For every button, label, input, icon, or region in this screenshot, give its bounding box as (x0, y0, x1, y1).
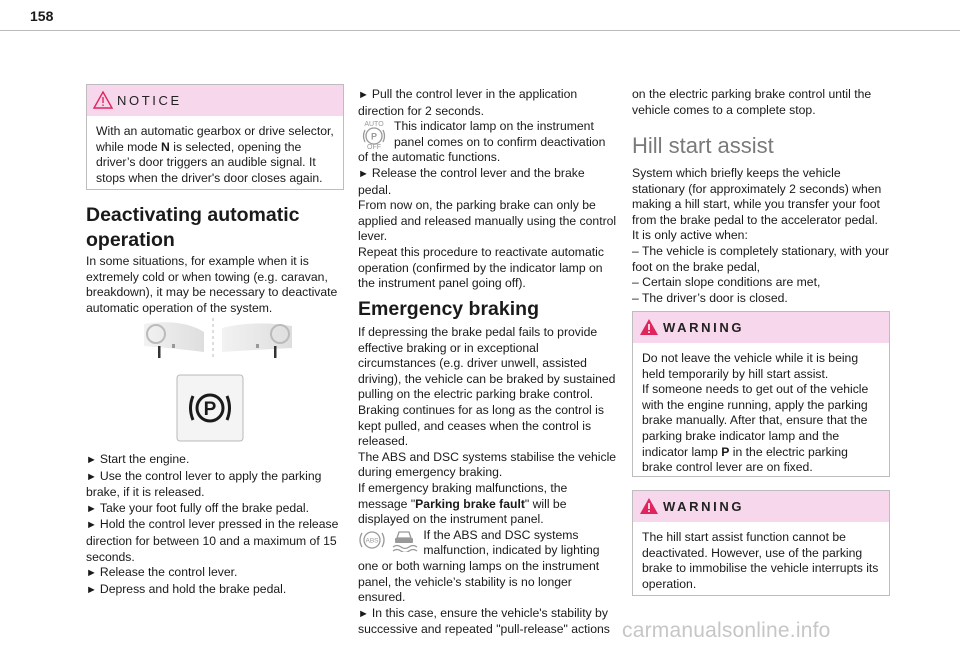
emergency-body (358, 325, 618, 638)
auto-off-indicator-icon (358, 119, 390, 149)
deactivating-title-line-2: operation (86, 229, 175, 251)
emergency-p1: If depressing the brake pedal fails to provide effective braking or in exceptional circumstances (e.g. driver unwell, assisted driving), the vehicle can be braked by sustained pulling on the electric parking brake control. Braking continues for as long as the control is kept pulled, and ceases when the control is released. (358, 325, 616, 449)
warning-label-1: WARNING (663, 320, 745, 335)
step-release: ► Release the control lever and the brake pedal. (358, 165, 585, 197)
notice-text-2: is selected, opening the driver’s door triggers an audible signal. It stops when the driver's door closes again. (96, 139, 323, 185)
notice-box (86, 84, 344, 190)
repeat-text: Repeat this procedure to reactivate automatic operation (confirmed by the indicator lamp on the instrument panel going off). (358, 244, 604, 291)
svg-text:P: P (203, 399, 217, 420)
watermark: carmanualsonline.info (622, 619, 831, 642)
step-item: ► Depress and hold the brake pedal. (86, 581, 287, 596)
hill-start-title: Hill start assist (632, 133, 774, 158)
svg-text:AUTO: AUTO (364, 121, 384, 129)
col2-top-text (358, 87, 618, 292)
warning-box-1 (632, 311, 890, 477)
svg-text:ABS: ABS (365, 537, 379, 545)
warning-triangle-icon (93, 91, 113, 109)
abs-warning-icon (358, 528, 386, 552)
deactivating-title-line-1: Deactivating automatic (86, 204, 300, 226)
emergency-p2: The ABS and DSC systems stabilise the vehicle during emergency braking. (358, 449, 617, 480)
deactivating-title (86, 203, 344, 253)
abs-dsc-icons (358, 528, 419, 557)
deactivating-steps (86, 452, 344, 598)
emergency-title: Emergency braking (358, 298, 539, 320)
hill-p2: It is only active when: (632, 228, 748, 243)
col3-continuation: on the electric parking brake control until the vehicle comes to a complete stop. (632, 87, 872, 117)
notice-header (87, 85, 343, 116)
deactivating-intro: In some situations, for example when it is extremely cold or when towing (e.g. caravan, breakdown), it may be necessary to deactivate automatic operation of the system. (86, 254, 338, 315)
condition-item: – The vehicle is completely stationary, with your foot on the brake pedal, (632, 243, 889, 274)
condition-item: – The driver’s door is closed. (632, 290, 788, 305)
warning-header-2 (633, 491, 889, 522)
warning-filled-triangle-icon (639, 318, 659, 336)
page-number: 158 (30, 8, 54, 24)
warning-body-1: Do not leave the vehicle while it is being held temporarily by hill start assist. If someone needs to get out of the vehicle with the engine running, apply the parking brake manually. After that, ensure that the parking brake indicator lamp and the indicator lamp P in the electric parking brake control lever are on fixed. (642, 351, 869, 475)
step-item: ► Start the engine. (86, 452, 190, 466)
notice-text-1: With an automatic gearbox or drive selector, while mode (96, 124, 334, 154)
warning-body-2: The hill start assist function cannot be deactivated. However, use of the parking brake to immobilise the vehicle interrupts its operation. (642, 530, 879, 591)
hill-start-body (632, 166, 892, 306)
emergency-step: ► In this case, ensure the vehicle's stability by successive and repeated "pull-release" actions (358, 605, 610, 637)
dsc-warning-icon (389, 528, 419, 552)
indicator-paragraph: AUTO P OFF This indicator lamp on the instrument panel comes on to confirm deactivation of the automatic functions. (358, 119, 606, 165)
svg-text:OFF: OFF (367, 144, 381, 150)
from-now-text: From now on, the parking brake can only be applied and released manually using the control lever. (358, 198, 617, 244)
abs-dsc-paragraph: ABS If the ABS and DSC systems malfunction, indicated by lighting one or both warning lamps on the instrument panel, the vehicle’s stability is no longer ensured. (358, 527, 600, 605)
hill-p1: System which briefly keeps the vehicle stationary (for approximately 2 seconds) when making a hill start, while you transfer your foot from the brake pedal to the accelerator pedal. (632, 166, 882, 227)
warning-header-1 (633, 312, 889, 343)
warning-label-2: WARNING (663, 499, 745, 514)
svg-text:P: P (370, 131, 378, 142)
notice-label: NOTICE (117, 93, 182, 108)
warning-box-2 (632, 490, 890, 596)
step-item: ► Hold the control lever pressed in the release direction for between 10 and a maximum of 15 seconds. (86, 517, 339, 564)
top-rule (0, 30, 960, 31)
step-item: ► Take your foot fully off the brake pedal. (86, 500, 310, 515)
notice-text-bold: N (161, 139, 170, 154)
parking-brake-icon (176, 374, 244, 442)
step-item: ► Release the control lever. (86, 565, 238, 580)
step-pull: ► Pull the control lever in the application direction for 2 seconds. (358, 87, 578, 118)
warning-filled-triangle-icon (639, 497, 659, 515)
emergency-p3: If emergency braking malfunctions, the message "Parking brake fault" will be displayed on the instrument panel. (358, 480, 568, 527)
steering-wheel-illustration (142, 318, 292, 360)
step-item: ► Use the control lever to apply the parking brake, if it is released. (86, 468, 322, 500)
condition-item: – Certain slope conditions are met, (632, 275, 821, 290)
notice-body (87, 116, 343, 193)
